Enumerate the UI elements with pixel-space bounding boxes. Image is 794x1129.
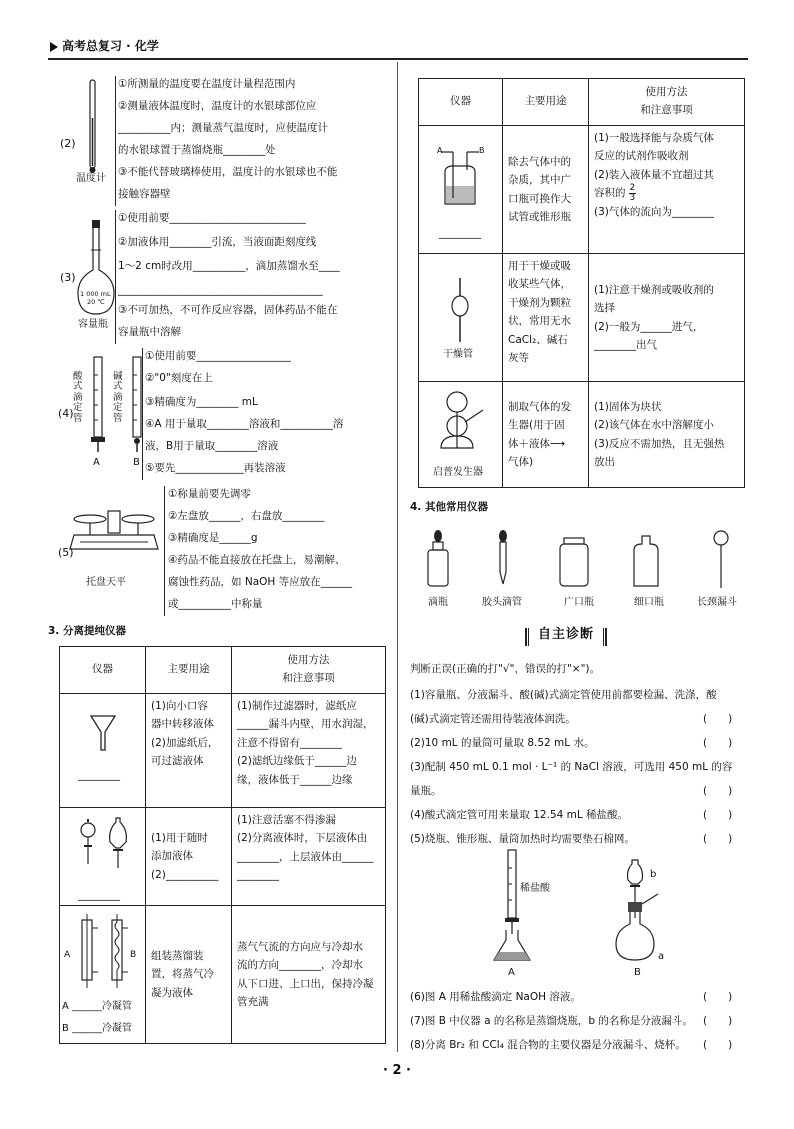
bottle-notes (589, 126, 745, 254)
item-number: (5) (58, 546, 74, 559)
bottle-note-2: 反应的试剂作吸收剂 (594, 150, 689, 163)
drying-use (503, 254, 589, 382)
instrument-label-long-funnel: 长颈漏斗 (697, 597, 737, 608)
flask-line-4: _______________________________________ (118, 284, 323, 296)
thermometer-line-6: 接触容器壁 (118, 188, 171, 200)
fraction-numerator: 2 (629, 183, 636, 194)
kipp-note-1: (1)固体为块状 (594, 400, 662, 413)
wide-mouth-bottle-icon (560, 538, 588, 586)
page-header (50, 38, 159, 55)
sep-funnel-blank: ________ (78, 889, 120, 901)
bottle-note-5: (3)气体的流向为________ (594, 206, 714, 219)
col-header-instrument: 仪器 (419, 79, 503, 126)
funnel-note-4: (2)滤纸边缘低于______边 (237, 755, 357, 768)
condenser-icon (74, 914, 137, 994)
figure-b-label-a: a (658, 951, 665, 962)
cond-note-2: 流的方向________，冷却水 (237, 959, 363, 972)
flask-line-3: 1～2 cm时改用__________，滴加蒸馏水至____ (118, 260, 340, 272)
table-row (60, 906, 386, 1044)
col-header-notes-2: 和注意事项 (282, 672, 335, 684)
balance-line-1: ①称量前要先调零 (168, 488, 251, 500)
thermometer-line-4: 的水银球置于蒸馏烧瓶________处 (118, 144, 276, 156)
burette-a-label: A (93, 457, 100, 468)
kipp-caption: 启普发生器 (433, 467, 483, 478)
table-row (60, 694, 386, 808)
sep-note-3: ________，上层液体由______ (237, 850, 374, 863)
col-header-notes-1: 使用方法 (645, 86, 688, 99)
dropping-bottle-icon (428, 530, 448, 586)
bottle-use-3: 口瓶可换作大 (508, 192, 571, 205)
triangle-marker-icon (50, 42, 58, 52)
cond-note-3: 从下口进、上口出，保持冷凝 (237, 977, 374, 990)
judge-item-5: (5)烧瓶、锥形瓶、量筒加热时均需要垫石棉网。 (410, 833, 635, 845)
funnel-note-3: 注意不得留有________ (237, 736, 342, 749)
sep-funnel-use (146, 808, 232, 906)
condenser-notes (232, 906, 386, 1044)
burette-b-label: B (133, 457, 140, 468)
answer-paren[interactable]: ( ) (703, 833, 733, 845)
title-bracket-left (525, 628, 529, 646)
table-row (419, 382, 745, 488)
drying-use-5: CaCl₂、碱石 (508, 333, 568, 346)
thermometer-line-2: ②测量液体温度时，温度计的水银球部位应 (118, 100, 317, 112)
col-header-use: 主要用途 (146, 647, 232, 694)
bottle-use-4: 试管或锥形瓶 (508, 210, 571, 223)
condenser-cell (60, 906, 146, 1044)
funnel-notes (232, 694, 386, 808)
bottle-note-3: (2)装入液体量不宜超过其 (594, 168, 714, 181)
cond-note-4: 管充满 (237, 995, 269, 1008)
funnel-use-4: 可过滤液体 (151, 755, 204, 768)
base-burette-caption: 碱式滴定管 (113, 371, 123, 424)
acid-burette-caption: 酸式滴定管 (73, 371, 83, 424)
answer-paren[interactable]: ( ) (703, 809, 733, 821)
drying-use-2: 收某些气体， (508, 278, 571, 291)
bottle-note-4 (594, 184, 739, 203)
flask-caption: 容量瓶 (78, 319, 108, 330)
funnel-icon (90, 714, 116, 754)
answer-paren[interactable]: ( ) (703, 991, 733, 1003)
sep-funnel-notes (232, 808, 386, 906)
judge-item-1-line-2: (碱)式滴定管还需用待装液体润洗。 (410, 713, 576, 725)
column-divider (397, 62, 398, 1052)
bracket (142, 348, 143, 480)
col-header-instrument: 仪器 (60, 647, 146, 694)
judge-item-8: (8)分离 Br₂ 和 CCl₄ 混合物的主要仪器是分液漏斗、烧杯。 (410, 1039, 686, 1051)
figure-a-label: 稀盐酸 (520, 883, 550, 894)
flask-line-1: ①使用前要__________________________ (118, 212, 306, 224)
drying-note-2: 选择 (594, 302, 615, 315)
flask-line-5: ③不可加热，不可作反应容器，固体药品不能在 (118, 304, 338, 316)
balance-line-4: ④药品不能直接放在托盘上，易潮解、 (168, 554, 346, 566)
flask-line-2: ②加液体用________引流，当液面距刻度线 (118, 236, 317, 248)
drying-tube-cell (419, 254, 503, 382)
kipp-use-1: 制取气体的发 (508, 400, 571, 413)
answer-paren[interactable]: ( ) (703, 1039, 733, 1051)
col-header-use: 主要用途 (503, 79, 589, 126)
header-rule (48, 58, 748, 60)
burette-line-2: ②"0"刻度在上 (145, 372, 213, 384)
funnel-use (146, 694, 232, 808)
funnel-use-2: 器中转移液体 (151, 718, 214, 731)
thermometer-line-3: __________内；测量蒸气温度时，应使温度计 (118, 122, 328, 134)
figure-b-caption: B (634, 967, 641, 978)
drying-tube-caption: 干燥管 (443, 349, 473, 360)
base-burette-icon (127, 355, 147, 455)
sep-note-2: (2)分离液体时，下层液体由 (237, 832, 368, 845)
drying-note-1: (1)注意干燥剂或吸收剂的 (594, 283, 714, 296)
acid-burette-icon (88, 355, 108, 455)
condenser-b-label: B (130, 950, 137, 960)
col-header-notes (232, 647, 386, 694)
sep-use-2: 添加液体 (151, 850, 193, 863)
table-row (419, 254, 745, 382)
bottle-use-1: 除去气体中的 (508, 155, 571, 168)
fraction-denominator: 3 (629, 193, 636, 204)
funnel-note-1: (1)制作过滤器时，滤纸应 (237, 700, 357, 712)
drying-use-4: 状，常用无水 (508, 315, 571, 328)
wash-bottle-cell (419, 126, 503, 254)
kipp-cell (419, 382, 503, 488)
section-3-title: 3. 分离提纯仪器 (48, 625, 126, 637)
diagnosis-title: 自主诊断 (538, 627, 595, 642)
table-row (419, 126, 745, 254)
answer-paren[interactable]: ( ) (703, 785, 733, 797)
judge-item-3-line-2: 量瓶。 (410, 785, 442, 797)
bracket (115, 210, 116, 344)
page-number: · 2 · (383, 1063, 411, 1078)
burette-line-1: ①使用前要__________________ (145, 350, 291, 362)
condenser-blank-b: B ______冷凝管 (62, 1023, 133, 1034)
bottle-use-2: 杂质，其中广 (508, 174, 571, 187)
balance-line-6: 或__________中称量 (168, 598, 263, 610)
cond-use-3: 凝为液体 (151, 986, 193, 999)
bottle-use (503, 126, 589, 254)
sep-note-1: (1)注意活塞不得渗漏 (237, 814, 336, 826)
drying-tube-icon (445, 276, 475, 344)
table-row (60, 808, 386, 906)
kipp-use-2: 生器(用于固 (508, 419, 565, 432)
balance-caption: 托盘天平 (86, 577, 126, 588)
condenser-use (146, 906, 232, 1044)
bottle-blank: ________ (439, 227, 481, 239)
figure-b-label-b: b (650, 869, 657, 880)
judge-item-3-line-1: (3)配制 450 mL 0.1 mol · L⁻¹ 的 NaCl 溶液，可选用 450 mL 的容 (410, 761, 733, 773)
balance-line-2: ②左盘放______，右盘放________ (168, 510, 325, 522)
condenser-blank-a: A ______冷凝管 (62, 1001, 133, 1012)
judge-item-7: (7)图 B 中仪器 a 的名称是蒸馏烧瓶，b 的名称是分液漏斗。 (410, 1015, 693, 1027)
col-header-notes-2: 和注意事项 (640, 104, 693, 116)
instrument-label-narrow-mouth: 细口瓶 (634, 597, 664, 608)
funnel-cell (60, 694, 146, 808)
bottle-note-4-text: 容积的 (594, 187, 626, 200)
kipp-note-3: (3)反应不需加热，且无强热 (594, 437, 725, 450)
kipps-apparatus-icon (435, 386, 489, 458)
instrument-label-wide-mouth: 广口瓶 (564, 597, 594, 608)
instrument-label-dropping-bottle: 滴瓶 (428, 597, 448, 608)
sep-note-4: ________ (237, 869, 279, 882)
figure-a-titration-icon (488, 848, 538, 968)
drying-note-3: (2)一般为______进气， (594, 320, 704, 333)
gas-table (418, 78, 745, 488)
cond-use-2: 置，将蒸气冷 (151, 968, 214, 981)
bottle-b-label: B (479, 146, 485, 155)
kipp-note-4: 放出 (594, 455, 615, 468)
separation-table (59, 646, 386, 1044)
sep-use-1: (1)用于随时 (151, 831, 208, 844)
funnel-use-1: (1)向小口容 (151, 700, 208, 712)
item-number: (2) (60, 137, 76, 150)
bracket (115, 76, 116, 206)
answer-paren[interactable]: ( ) (703, 713, 733, 725)
funnel-note-5: 缘，液体低于______边缘 (237, 773, 353, 786)
drying-use-6: 灰等 (508, 351, 529, 364)
cond-use-1: 组装蒸馏装 (151, 949, 204, 962)
kipp-use-4: 气体) (508, 455, 534, 468)
kipp-use (503, 382, 589, 488)
kipp-note-2: (2)该气体在水中溶解度小 (594, 419, 714, 432)
other-instruments-illustration (424, 528, 744, 592)
gas-washing-bottle-icon (437, 150, 483, 210)
balance-line-5: 腐蚀性药品，如 NaOH 等应放在______ (168, 576, 353, 588)
thermometer-line-1: ①所测量的温度要在温度计量程范围内 (118, 78, 296, 90)
kipp-use-3: 体＋液体⟶ (508, 437, 566, 450)
long-neck-funnel-icon (714, 531, 728, 588)
flask-volume-label: 1 000 mL (80, 290, 111, 298)
burette-line-3: ③精确度为________ mL (145, 396, 258, 408)
kipp-notes (589, 382, 745, 488)
balance-icon (70, 505, 160, 565)
separatory-funnel-icon (76, 816, 136, 876)
flask-line-6: 容量瓶中溶解 (118, 326, 181, 338)
burette-line-6: ⑤要先_____________再装溶液 (145, 462, 286, 474)
diagnosis-intro: 判断正误(正确的打"√"，错误的打"×")。 (410, 663, 600, 675)
sep-use-3: (2)__________ (151, 868, 219, 881)
item-number: (3) (60, 271, 76, 284)
figure-a-caption: A (508, 967, 515, 978)
judge-item-6: (6)图 A 用稀盐酸滴定 NaOH 溶液。 (410, 991, 581, 1003)
bottle-a-label: A (437, 146, 443, 155)
sep-funnel-cell (60, 808, 146, 906)
thermometer-caption: 温度计 (76, 173, 106, 184)
narrow-mouth-bottle-icon (634, 536, 658, 586)
judge-item-2: (2)10 mL 的量筒可量取 8.52 mL 水。 (410, 737, 595, 749)
drying-notes (589, 254, 745, 382)
answer-paren[interactable]: ( ) (703, 737, 733, 749)
funnel-blank: ________ (78, 769, 120, 781)
burette-line-5: 液，B用于量取________溶液 (145, 440, 279, 452)
fraction (629, 184, 637, 203)
burette-line-4: ④A 用于量取________溶液和__________溶 (145, 418, 344, 430)
drying-use-1: 用于干燥或吸 (508, 260, 571, 272)
judge-item-1-line-1: (1)容量瓶、分液漏斗、酸(碱)式滴定管使用前都要检漏、洗涤，酸 (410, 689, 717, 701)
drying-use-3: 干燥剂为颗粒 (508, 296, 571, 309)
section-4-title: 4. 其他常用仪器 (410, 501, 488, 513)
answer-paren[interactable]: ( ) (703, 1015, 733, 1027)
header-title: 高考总复习 · 化学 (62, 39, 159, 53)
instrument-label-dropper: 胶头滴管 (482, 597, 522, 608)
col-header-notes (589, 79, 745, 126)
balance-line-3: ③精确度是______g (168, 532, 258, 544)
item-number: (4) (58, 407, 74, 420)
thermometer-line-5: ③不能代替玻璃棒使用，温度计的水银球也不能 (118, 166, 338, 178)
funnel-use-3: (2)加滤纸后， (151, 736, 219, 749)
drying-note-4: ________出气 (594, 338, 657, 351)
condenser-a-label: A (64, 950, 71, 960)
col-header-notes-1: 使用方法 (287, 654, 330, 667)
bottle-note-1: (1)一般选择能与杂质气体 (594, 132, 714, 144)
title-bracket-right (603, 628, 607, 646)
judge-item-4: (4)酸式滴定管可用来量取 12.54 mL 稀盐酸。 (410, 809, 629, 821)
dropper-icon (499, 530, 507, 584)
flask-temp-label: 20 ℃ (87, 298, 105, 306)
cond-note-1: 蒸气气流的方向应与冷却水 (237, 940, 363, 953)
bracket (164, 486, 165, 616)
funnel-note-2: ______漏斗内壁，用水润湿， (237, 718, 374, 731)
